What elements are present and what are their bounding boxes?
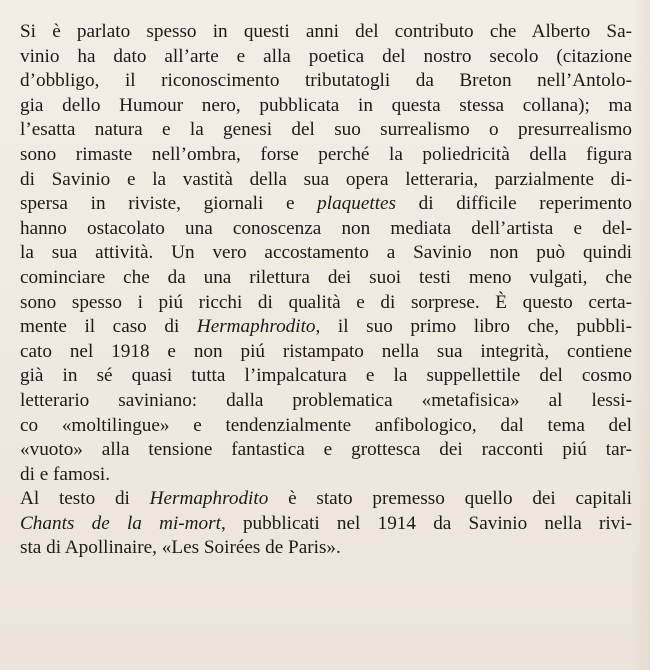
text-segment: cato nel 1918 e non piú ristampato nella sua integrità, contiene [20,340,632,362]
text-line [20,20,632,45]
text-segment: , pubblicati nel 1914 da Savinio nella rivi- [220,512,632,534]
text-segment: l’esatta natura e la genesi del suo surrealismo o presurrealismo [20,119,632,141]
text-segment: di difficile reperimento [396,193,632,215]
text-segment: hanno ostacolato una conoscenza non mediata dell’artista e del- [20,217,632,239]
text-line [20,487,632,512]
text-line [20,192,632,217]
italic-title: plaquettes [317,193,397,215]
text-line [20,340,632,365]
paragraph [20,487,632,561]
text-block [20,20,632,561]
text-line [20,291,632,316]
text-line [20,438,632,463]
text-segment: cominciare che da una rilettura dei suoi testi meno vulgati, che [20,266,632,288]
text-segment: gia dello Humour nero, pubblicata in questa stessa collana); ma [20,94,632,116]
text-line [20,118,632,143]
italic-title: Hermaphrodito [196,316,316,338]
text-segment: d’obbligo, il riconoscimento tributatogli da Breton nell’Antolo- [20,70,632,92]
text-line [20,45,632,70]
text-segment: «vuoto» alla tensione fantastica e grottesca dei racconti piú tar- [20,439,632,461]
text-line [20,94,632,119]
text-segment: vinio ha dato all’arte e alla poetica del nostro secolo (citazione [20,45,632,67]
text-segment: spersa in riviste, giornali e [20,193,318,215]
text-line [20,168,632,193]
text-line [20,463,632,488]
text-segment: Si è parlato spesso in questi anni del contributo che Alberto Sa- [20,21,632,42]
text-line [20,69,632,94]
text-segment: , il suo primo libro che, pubbli- [315,316,632,338]
text-segment: di Savinio e la vastità della sua opera letteraria, parzialmente di- [20,168,632,190]
text-line [20,241,632,266]
text-line [20,512,632,537]
text-segment: è stato premesso quello dei capitali [268,488,632,510]
text-segment: Al testo di [20,488,150,510]
text-line [20,536,632,561]
text-segment: sta di Apollinaire, «Les Soirées de Paris». [20,537,341,559]
italic-title: Hermaphrodito [149,488,269,510]
paragraph [20,20,632,487]
page-edge-shading [632,0,650,670]
text-segment: sono rimaste nell’ombra, forse perché la poliedricità della figura [20,143,632,165]
text-segment: letterario saviniano: dalla problematica «metafisica» al lessi- [20,389,632,411]
text-segment: sono spesso i piú ricchi di qualità e di sorprese. È questo certa- [20,291,632,313]
text-line [20,414,632,439]
text-line [20,266,632,291]
text-line [20,217,632,242]
text-line [20,315,632,340]
text-line [20,143,632,168]
text-segment: già in sé quasi tutta l’impalcatura e la suppellettile del cosmo [20,365,632,387]
text-segment: co «moltilingue» e tendenzialmente anfibologico, dal tema del [20,414,632,436]
text-segment: la sua attività. Un vero accostamento a Savinio non può quindi [20,242,632,264]
text-line [20,389,632,414]
text-line [20,364,632,389]
italic-title: Chants de la mi-mort [20,512,221,534]
text-segment: mente il caso di [20,316,197,338]
text-segment: di e famosi. [20,463,111,485]
